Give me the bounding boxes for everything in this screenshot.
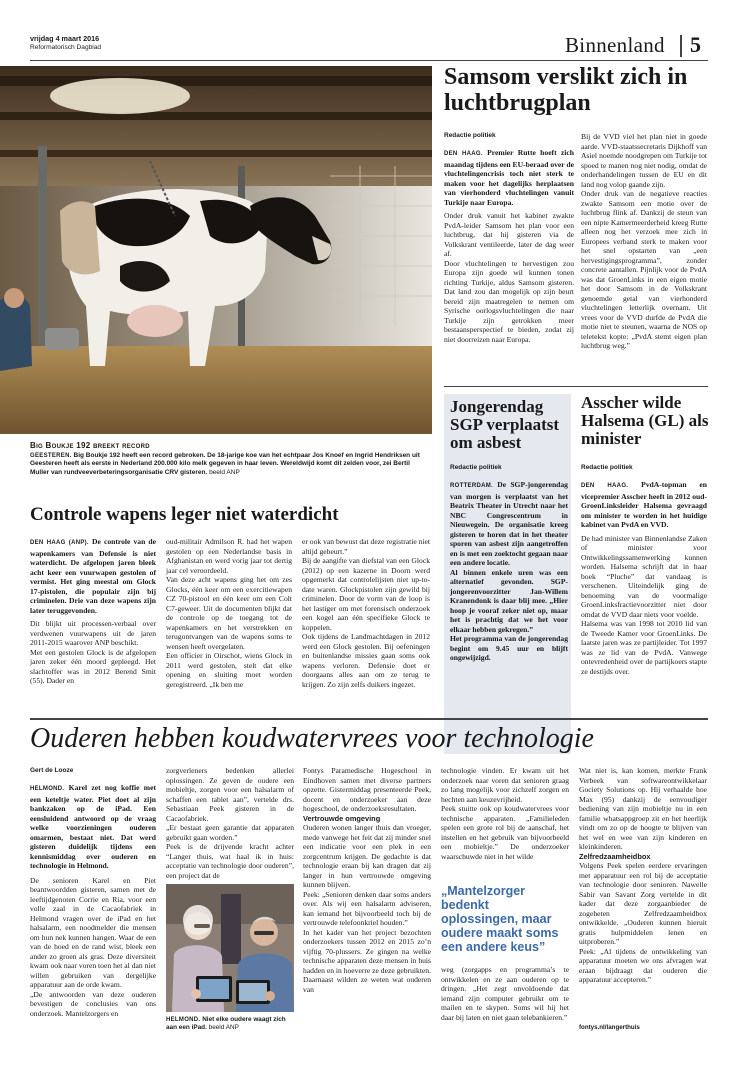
cow-photo-title: Big Boukje 192 breekt record: [30, 441, 150, 450]
ouderen-para: zorgverleners bedenken allerlei oplossingen. Ze geven de oudere een mobieltje, zorgen voor een halsalarm of schaffen een tablet aan”, vertelde drs. Sebastiaan Peek gisteren in de Cacaofabriek.: [166, 766, 294, 823]
cow-photo-caption-place: GEESTEREN.: [30, 453, 72, 459]
jongerendag-para: Al binnen enkele uren was een alternatief gevonden. SGP-jongerenvoorzitter Jan-Willem Kranendonk is daar blij mee. „Hier hoop je vooraf zeker niet op, maar het is prachtig dat we het voor elkaar hebben gekregen.”: [450, 567, 568, 634]
ouderen-para: Peek stuitte ook op koudwatervrees voor technische apparaten. „Familieleden spelen een grote rol bij de aanschaf, het instellen en het gebruik van bijvoorbeeld een mobieltje.” De onderzoeker waarschuwde niet in het wilde: [441, 804, 569, 861]
ouderen-para: Wat niet is, kan komen, merkte Frank Verbeek van softwareontwikkelaar Gociety Solutions op. Hij verhaalde hoe Max (95) dankzij de eenvoudiger bediening van zijn mobieltje nu in een familie whatsappgroep zit en het heerlijk vindt om zo op de hoogte te blijven van het wel en wee van zijn kinderen en kleinkinderen.: [579, 766, 707, 851]
asscher-lead: PvdA-topman en vicepremier Asscher heeft in 2012 oud-GroenLinksleider Halsema gevraagd om minister te worden in het huidige kabinet van PvdA en VVD.: [581, 480, 708, 529]
section-title: Binnenland: [565, 33, 665, 57]
asscher-dateline: DEN HAAG.: [581, 483, 629, 489]
wapens-para: Een officier in Oirschot, wiens Glock in 2011 werd gestolen, stelt dat elke opening en sluiting moet worden geregistreerd. „Ik ben me: [166, 651, 292, 689]
samsom-col-1: [444, 148, 574, 344]
ouderen-top-rule: [30, 718, 708, 720]
ouderen-para: Fontys Paramedische Hogeschool in Eindhoven samen met diverse partners opzette. Gistermiddag presenteerde Peek, docent en onderzoeker aan deze hogeschool, de onderzoeksresultaten.: [303, 766, 431, 813]
ouderen-para: weg (zorgapps en programma’s te ontwikkelen en ze aan ouderen op te dringen. „Het zegt onvoldoende dat iemand zijn computer gebruikt om te mailen en te skypen. Soms wil hij het daar bij laten en niet gaan telebankieren.”: [441, 965, 569, 1022]
wapens-para: Ook tijdens de Landmachtdagen in 2012 werd een Glock gestolen. Bij oefeningen en buitenlandse missies gaan soms ook wapens verloren. Defensie doet er doorgaans alles aan om ze terug te krijgen. Zo zijn zelfs duikers ingezet.: [302, 632, 430, 689]
ipad-photo-credit: beeld ANP: [208, 1024, 239, 1031]
ipad-photo-illustration: [166, 884, 294, 1012]
samsom-byline: Redactie politiek: [444, 132, 496, 139]
jongerendag-byline: Redactie politiek: [450, 464, 502, 471]
ouderen-para: „Er bestaat geen garantie dat apparaten gebruikt gaan worden.”: [166, 823, 294, 842]
wapens-col-3: [302, 537, 430, 689]
wapens-para: Van deze acht wapens ging het om zes Glocks, één keer om een exercitiewapen CZ 70-pistool en één keer om een Colt C7-geweer. Uit de documenten blijkt dat de controle op de toegang tot de wapenkamers en het verstrekken en terugontvangen van de wapens soms te wensen heeft overgelaten.: [166, 575, 292, 651]
asscher-headline: Asscher wilde Halsema (GL) als minister: [581, 393, 709, 448]
wapens-para: oud-militair Admilson R. had het wapen gestolen op een Nederlandse basis in Afghanistan en werd vorig jaar tot dertig jaar cel veroordeeld.: [166, 537, 292, 575]
cow-photo-illustration: [0, 66, 432, 434]
ouderen-col-2: [166, 766, 294, 880]
masthead-rule: [30, 60, 708, 61]
samsom-para: Onder druk van de negatieve reacties zwakte Samsom een motie over de luchtbrug flink af. Dankzij de steun van een nipte Kamermeerderheid kreeg Rutte alleen nog het verzoek mee zich in Europees verband sterk te maken voor het snel opstarten van „een hervestigingsprogramma”, zonder concrete aantallen. Pijnlijk voor de PvdA was dat GroenLinks in een eigen motie het door Samsom in de Volkskrant genoemde getal van vierhonderd vluchtelingen letterlijk overnam. Uit vrees voor de VVD durfde de PvdA die motie niet te steunen, waarna de NOS op teletekst kopte: „PvdA stemt eigen plan luchtbrug weg.”: [581, 189, 707, 350]
ouderen-col-3: [303, 766, 431, 994]
ouderen-col-4: [441, 766, 569, 861]
wapens-headline: Controle wapens leger niet waterdicht: [30, 504, 339, 525]
masthead-divider: [680, 35, 682, 57]
wapens-para: Dit blijkt uit processen-verbaal over verdwenen vuurwapens uit de jaren 2011-2015 waarover ANP beschikt.: [30, 619, 156, 647]
ouderen-pull-quote: „Mantelzorger bedenkt oplossingen, maar oudere maakt soms een andere keus”: [441, 884, 559, 954]
masthead-date: vrijdag 4 maart 2016: [30, 34, 100, 43]
samsom-lead: Premier Rutte hoeft zich maandag tijdens een EU-beraad over de vluchtelingencrisis toch niet sterk te maken voor het dagelijks herplaatsen van vierhonderd vluchtelingen vanuit Turkije naar Europa.: [444, 148, 575, 207]
wapens-col-2: [166, 537, 292, 689]
wapens-para: Bij de aangifte van diefstal van een Glock (2012) op een kazerne in Doorn werd opgemerkt dat controlelijsten niet up-to-date waren. Glockpistolen zijn gewild bij criminelen. Door de vorm van de loop is het lastiger om met forensisch onderzoek een kogel aan één specifieke Glock te koppelen.: [302, 556, 430, 632]
ouderen-para: Ouderen wonen langer thuis dan vroeger, mede vanwege het feit dat zij minder snel een indicatie voor een plek in een zorgcentrum krijgen. De gedachte is dat technologie eraan bij kan dragen dat zij langer in hun vertrouwde omgeving kunnen blijven.: [303, 823, 431, 889]
ouderen-lead: Karel zet nog koffie met een keteltje water. Piet doet al zijn bankzaken op de iPad. Een eensluidend antwoord op de vraag welke voorzieningen ouderen omarmen, bestaat niet. Dat werd gisteren duidelijk tijdens een kennismiddag over ouderen en technologie in Helmond.: [30, 783, 156, 870]
samsom-col-2: [581, 132, 707, 351]
samsom-para: Bij de VVD viel het plan niet in goede aarde. VVD-staatssecretaris Dijkhoff van Asiel noemde noodgrepen om Turkije tot spoed te manen nog niet nodig, omdat de onderhandelingen tussen de EU en dit land nog volop gaande zijn.: [581, 132, 707, 189]
ouderen-headline: Ouderen hebben koudwatervrees voor technologie: [30, 723, 594, 754]
ouderen-para: „De antwoorden van deze ouderen bevestigen de conclusies van ons onderzoek. Mantelzorgers en: [30, 989, 156, 1018]
ouderen-para: Volgens Peek spelen eerdere ervaringen met apparatuur een rol bij de acceptatie van technologie door senioren. Nawelle Sabir van Savant Zorg vertelde in dit kader dat deze zorgaanbieder de zogeheten Zelfredzaamheidbox ontwikkelde. „Ouderen kunnen hieruit gratis hulpmiddelen lenen en uitproberen.”: [579, 861, 707, 946]
ouderen-para: In het kader van het project bezochten onderzoekers tussen 2012 en 2015 zo’n vijftig 70-plussers. Ze gingen na welke technische apparaten deze mensen in huis hadden en in hoeverre ze deze gebruikten. Daarnaast wilden ze weten wat ouderen van: [303, 927, 431, 994]
page-number: 5: [690, 32, 701, 57]
cow-photo-credit: beeld ANP: [209, 468, 240, 476]
jongerendag-headline: Jongerendag SGP verplaatst om asbest: [450, 397, 560, 452]
asscher-body: [581, 480, 707, 676]
samsom-para: Onder druk vanuit het kabinet zwakte PvdA-leider Samsom het plan voor een luchtbrug, dat hij gisteren via de Volkskrant ventileerde, later de dag weer af.: [444, 211, 574, 258]
wapens-col-1: [30, 537, 156, 686]
jongerendag-body: [450, 480, 568, 663]
samsom-para: Door vluchtelingen te hervestigen zou Europa zijn goede wil kunnen tonen richting Turkije, aldus Samsom gisteren. Dat land zou dan mogelijk op zijn beurt bereid zijn maatregelen te nemen om Syrische oorlogsvluchtelingen die naar Turkije zijn getrokken meer bestaansperspectief te bieden, zodat zij niet doorreizen naar Europa.: [444, 258, 574, 344]
ouderen-col-4b: [441, 965, 569, 1022]
ouderen-subhead: Vertrouwde omgeving: [303, 813, 381, 823]
cow-photo: [0, 66, 432, 434]
samsom-headline: Samsom verslikt zich in luchtbrugplan: [444, 64, 688, 116]
ouderen-source-link[interactable]: fontys.nl/langerthuis: [579, 1024, 640, 1031]
ouderen-para: Peek is de drijvende kracht achter “Langer thuis, wat haal ik in huis: acceptatie van technologie door ouderen”, een project dat de: [166, 842, 294, 880]
wapens-dateline: DEN HAAG (ANP).: [30, 540, 89, 546]
ouderen-col-1: [30, 783, 156, 1018]
cow-photo-caption-text: Big Boukje 192 heeft een record gebroken. De 18-jarige koe van het echtpaar Jos Knoef en Ingrid Hendriksen uit Geesteren heeft als eerste in Nederland 200.000 kilo melk gegeven in haar leven. Wereldwijd komt dit zelden voor, zei Bertil Muller van rundveeverbeteringsorganisatie CRV gisteren.: [30, 452, 420, 476]
masthead-paper: Reformatorisch Dagblad: [30, 44, 102, 51]
ipad-caption-place: HELMOND.: [166, 1017, 201, 1023]
ouderen-dateline: HELMOND.: [30, 786, 65, 792]
ipad-caption-text: Niet elke oudere waagt zich aan een iPad.: [166, 1016, 286, 1031]
wapens-lead: De controle van de wapenkamers van Defensie is niet waterdicht. De afgelopen jaren bleek acht keer een vuurwapen gestolen of vermist. Het ging meestal om Glock 17-pistolen, die populair zijn bij criminelen. Drie van deze wapens zijn later teruggevonden.: [30, 537, 157, 615]
ouderen-para: De senioren Karel en Piet beantwoordden gisteren, samen met de leeftijdgenoten Corrie en Ria, voor een volle zaal in de Cacaofabriek in Helmond vragen over de iPad en het halsalarm, een noodmelder die mensen om hun nek kunnen hangen. Waar de een van de hoed en de rand wist, bleek een ander zo groen als gras. Deze diversiteit kwam ook naar voren toen het al dan niet willen gebruiken van dergelijke apparatuur aan de orde kwam.: [30, 875, 156, 989]
samsom-bottom-rule: [444, 386, 708, 387]
ouderen-col-5: [579, 766, 707, 985]
wapens-para: er ook van bewust dat deze registratie niet altijd gebeurt.”: [302, 537, 430, 556]
wapens-para: Met een gestolen Glock is de afgelopen jaren zeker één moord gepleegd. Het slachtoffer was in 2012 Berend Smit (55). Dader en: [30, 647, 156, 685]
jongerendag-lead: De SGP-jongerendag van morgen is verplaatst van het Beatrix Theater in Utrecht naar het NBC Congrescentrum in Nieuwegein. De organisatie kreeg gisteren te horen dat in het theater sporen van asbest zijn aangetroffen en is met een zoektocht gegaan naar een andere locatie.: [450, 480, 568, 567]
jongerendag-para: Het programma van de jongerendag begint om 9.45 uur en blijft ongewijzigd.: [450, 634, 568, 662]
ouderen-para: Peek: „Senioren denken daar soms anders over. Als wij een halsalarm adviseren, kan iemand het bijvoorbeeld toch bij de vertrouwde telefoonkriel houden.”: [303, 889, 431, 927]
asscher-byline: Redactie politiek: [581, 464, 633, 471]
samsom-dateline: DEN HAAG.: [444, 151, 483, 157]
ouderen-byline: Gert de Looze: [30, 767, 74, 774]
asscher-para: Halsema was van 1998 tot 2010 lid van de Tweede Kamer voor GroenLinks. De laatste jaren was ze partijleider. Tot 1997 was ze lid van de PvdA. Vanwege ontevredenheid over de partijkoers stapte ze destijds over.: [581, 619, 707, 676]
ouderen-para: technologie vinden. Er kwam uit het onderzoek naar voren dat senioren graag zo lang mogelijk voor zichzelf zorgen en hechten aan keuzevrijheid.: [441, 766, 569, 804]
cow-photo-caption: [30, 452, 430, 477]
ipad-photo-caption: [166, 1016, 294, 1032]
ipad-photo: [166, 884, 294, 1012]
ouderen-subhead: Zelfredzaamheidbox: [579, 851, 651, 861]
asscher-para: De had minister van Binnenlandse Zaken of minister voor Ontwikkelingssamenwerking kunnen worden. Halsema schrijft dat in haar boek “Pluche” dat vandaag is verschenen. Uiteindelijk ging de benoeming van de voormalige GroenLinksfractievoorzitter niet door omdat de VVD daar niets voor voelde.: [581, 533, 707, 619]
ouderen-para: Peek: „Al tijdens de ontwikkeling van apparatuur moeten we ons afvragen wat eraan bijdraagt dat ouderen die apparatuur accepteren.”: [579, 946, 707, 984]
jongerendag-dateline: ROTTERDAM.: [450, 483, 493, 489]
